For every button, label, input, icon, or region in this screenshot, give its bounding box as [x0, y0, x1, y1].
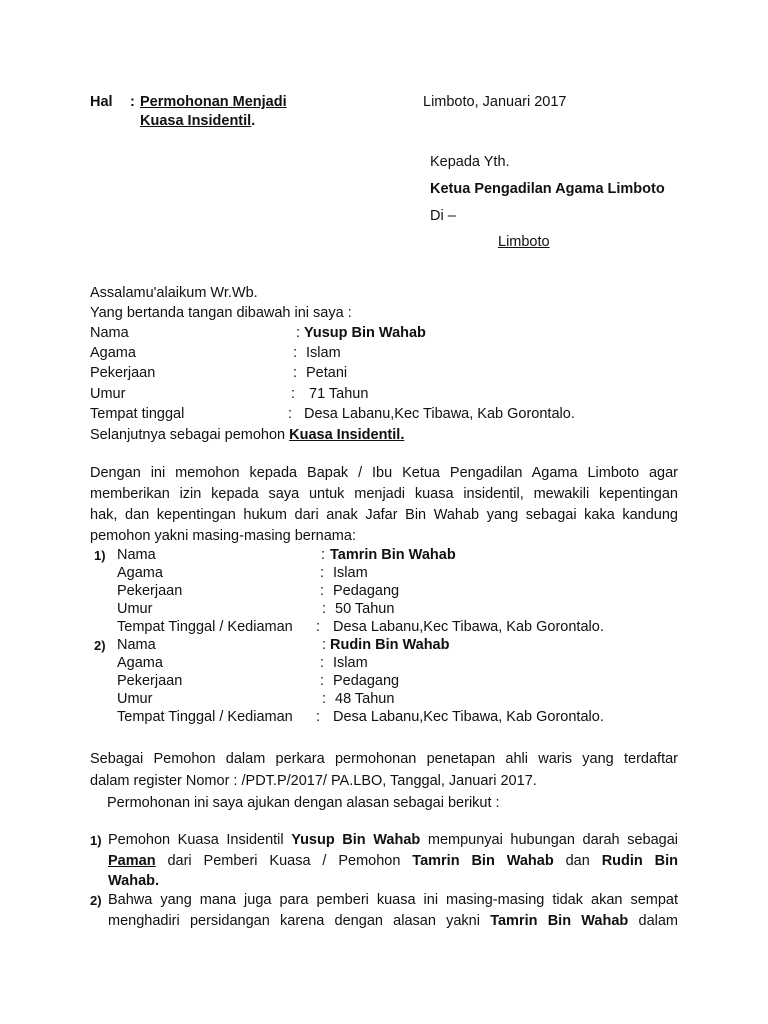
- place-date: Limboto, Januari 2017: [423, 94, 567, 110]
- applicant-label: Tempat tinggal: [90, 406, 185, 422]
- person-value: 48 Tahun: [335, 691, 395, 707]
- applicant-colon: :: [293, 345, 298, 361]
- person-label: Pekerjaan: [117, 583, 183, 599]
- role-title: Kuasa Insidentil.: [289, 427, 405, 443]
- reason-number: 1): [90, 833, 102, 848]
- person-colon: :: [320, 583, 325, 599]
- applicant-value: Islam: [306, 345, 341, 361]
- reason-text: menghadiri persidangan karena dengan alasan yakni: [108, 913, 491, 929]
- applicant-colon: :: [291, 386, 296, 402]
- person-value: Islam: [333, 565, 368, 581]
- person-value: Pedagang: [333, 673, 400, 689]
- reason-name: Yusup Bin Wahab: [291, 832, 421, 848]
- person-label: Agama: [117, 655, 163, 671]
- person-label: Tempat Tinggal / Kediaman: [117, 709, 293, 725]
- reason-text: dalam: [628, 913, 678, 929]
- applicant-label: Nama: [90, 325, 129, 341]
- applicant-value: Desa Labanu,Kec Tibawa, Kab Gorontalo.: [304, 406, 575, 422]
- person-colon: :: [320, 673, 325, 689]
- reason-name: Wahab.: [108, 873, 160, 889]
- subject-line-2-text: Kuasa Insidentil: [140, 113, 252, 129]
- reasons-intro: Permohonan ini saya ajukan dengan alasan sebagai berikut :: [107, 795, 500, 811]
- reason-name: Tamrin Bin Wahab: [412, 853, 554, 869]
- person-number: 2): [94, 638, 106, 653]
- recipient-greeting: Kepada Yth.: [430, 154, 510, 170]
- reason-text: Pemohon Kuasa Insidentil: [108, 832, 292, 848]
- person-label: Umur: [117, 601, 153, 617]
- hal-colon: :: [130, 94, 135, 110]
- applicant-name-value: Yusup Bin Wahab: [304, 325, 426, 341]
- subject-line-1: Permohonan Menjadi: [140, 94, 287, 110]
- salam: Assalamu'alaikum Wr.Wb.: [90, 285, 258, 301]
- person-name-value: Rudin Bin Wahab: [330, 637, 450, 653]
- hal-label: Hal: [90, 94, 113, 110]
- reason-relation: Paman: [108, 853, 156, 869]
- paragraph-line: memberikan izin kepada saya untuk menjadi kuasa insidentil, mewakili kepentingan: [90, 486, 678, 502]
- subject-line-2: [140, 112, 255, 130]
- reason-line: [108, 911, 678, 932]
- applicant-colon: :: [293, 365, 298, 381]
- reason-text: dan: [553, 853, 602, 869]
- person-label: Agama: [117, 565, 163, 581]
- recipient-city: Limboto: [498, 234, 550, 250]
- person-value: Desa Labanu,Kec Tibawa, Kab Gorontalo.: [333, 709, 604, 725]
- applicant-value: 71 Tahun: [309, 386, 369, 402]
- paragraph-line: pemohon yakni masing-masing bernama:: [90, 528, 356, 544]
- applicant-value: Petani: [306, 365, 348, 381]
- reason-line: [108, 851, 678, 872]
- person-label: Umur: [117, 691, 153, 707]
- person-colon: :: [321, 547, 326, 563]
- paragraph-line: Dengan ini memohon kepada Bapak / Ibu Ketua Pengadilan Agama Limboto agar: [90, 465, 678, 481]
- recipient-di: Di –: [430, 208, 456, 224]
- person-label: Tempat Tinggal / Kediaman: [117, 619, 293, 635]
- register-line-2: dalam register Nomor : /PDT.P/2017/ PA.LBO, Tanggal, Januari 2017.: [90, 773, 537, 789]
- person-value: 50 Tahun: [335, 601, 395, 617]
- recipient-name: Ketua Pengadilan Agama Limboto: [430, 181, 665, 197]
- person-colon: :: [320, 565, 325, 581]
- paragraph-line: hak, dan kepentingan hukum dari anak Jafar Bin Wahab yang sebagai kaka kandung: [90, 507, 678, 523]
- reason-text: dari Pemberi Kuasa / Pemohon: [155, 853, 413, 869]
- person-value: Desa Labanu,Kec Tibawa, Kab Gorontalo.: [333, 619, 604, 635]
- reason-line: Bahwa yang mana juga para pemberi kuasa ini masing-masing tidak akan sempat: [108, 892, 678, 908]
- reason-text: mempunyai hubungan darah sebagai: [420, 832, 678, 848]
- reason-name: Rudin Bin: [601, 853, 679, 869]
- person-label: Nama: [117, 637, 156, 653]
- reason-name: Tamrin Bin Wahab: [490, 913, 629, 929]
- person-label: Nama: [117, 547, 156, 563]
- applicant-colon: :: [288, 406, 293, 422]
- subject-period: .: [251, 113, 256, 129]
- register-line-1: Sebagai Pemohon dalam perkara permohonan penetapan ahli waris yang terdaftar: [90, 751, 678, 767]
- applicant-label: Pekerjaan: [90, 365, 156, 381]
- applicant-role: [90, 426, 404, 444]
- person-label: Pekerjaan: [117, 673, 183, 689]
- person-colon: :: [320, 655, 325, 671]
- intro-line: Yang bertanda tangan dibawah ini saya :: [90, 305, 352, 321]
- person-colon: :: [316, 709, 321, 725]
- person-number: 1): [94, 548, 106, 563]
- person-colon: :: [316, 619, 321, 635]
- person-name-value: Tamrin Bin Wahab: [330, 547, 456, 563]
- person-value: Islam: [333, 655, 368, 671]
- reason-number: 2): [90, 893, 102, 908]
- applicant-colon: :: [296, 325, 301, 341]
- person-value: Pedagang: [333, 583, 400, 599]
- applicant-label: Umur: [90, 386, 126, 402]
- applicant-label: Agama: [90, 345, 136, 361]
- reason-line: [108, 830, 678, 851]
- person-colon: :: [322, 637, 327, 653]
- role-prefix: Selanjutnya sebagai pemohon: [90, 427, 290, 443]
- person-colon: :: [322, 691, 327, 707]
- person-colon: :: [322, 601, 327, 617]
